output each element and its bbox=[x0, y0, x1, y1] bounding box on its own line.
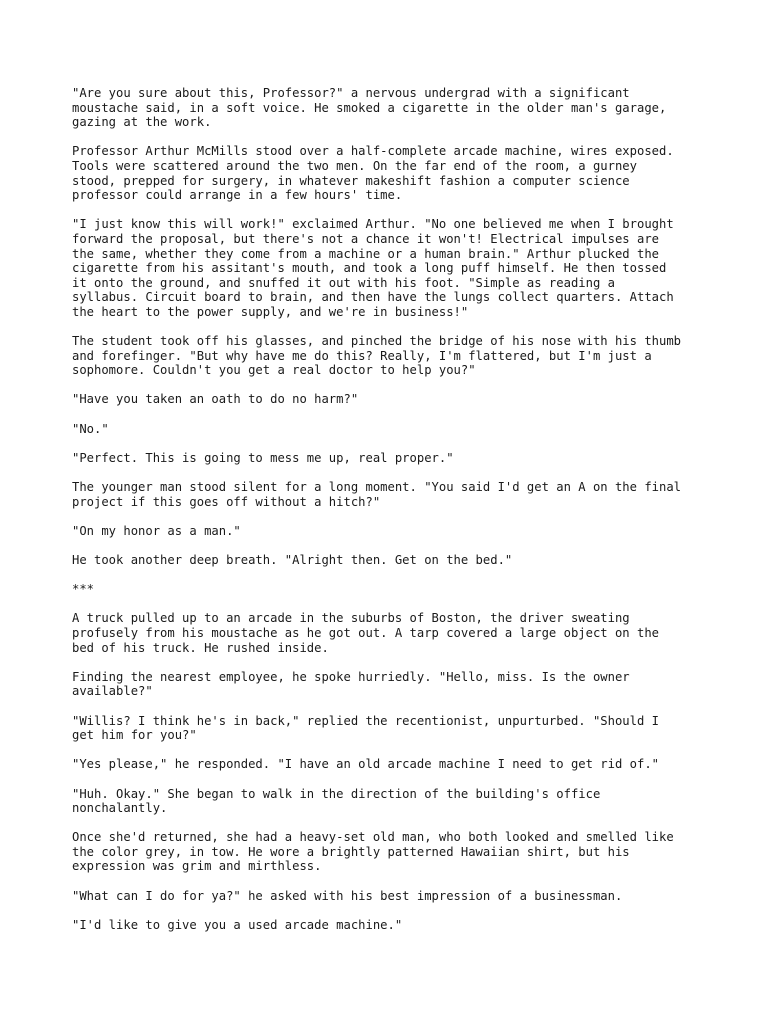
paragraph-18: "What can I do for ya?" he asked with his best impression of a businessman. bbox=[72, 888, 623, 903]
paragraph-15: "Yes please," he responded. "I have an old arcade machine I need to get rid of." bbox=[72, 757, 659, 772]
paragraph-4: The student took off his glasses, and pinched the bridge of his nose with his thumb and forefinger. "But why have me do this? Really, I'm flattered, but I'm just a sophomore. Couldn't you get a real doctor to help you?" bbox=[72, 334, 682, 378]
paragraph-6: "No." bbox=[72, 421, 109, 436]
paragraph-5: "Have you taken an oath to do no harm?" bbox=[72, 392, 359, 407]
paragraph-13: Finding the nearest employee, he spoke hurriedly. "Hello, miss. Is the owner available?" bbox=[72, 669, 630, 699]
paragraph-1: "Are you sure about this, Professor?" a nervous undergrad with a significant moustache said, in a soft voice. He smoked a cigarette in the older man's garage, gazing at the work. bbox=[72, 86, 667, 130]
scene-break: *** bbox=[72, 582, 95, 597]
paragraph-19: "I'd like to give you a used arcade machine." bbox=[72, 917, 403, 932]
paragraph-2: Professor Arthur McMills stood over a half-complete arcade machine, wires exposed. Tools were scattered around the two men. On the far end of the room, a gurney stood, prepped for surgery, in whatever makeshift fashion a computer science professor could arrange in a few hours' time. bbox=[72, 144, 674, 203]
paragraph-12: A truck pulled up to an arcade in the suburbs of Boston, the driver sweating profusely from his moustache as he got out. A tarp covered a large object on the bed of his truck. He rushed inside. bbox=[72, 611, 659, 655]
paragraph-7: "Perfect. This is going to mess me up, real proper." bbox=[72, 450, 454, 465]
paragraph-9: "On my honor as a man." bbox=[72, 523, 241, 538]
paragraph-14: "Willis? I think he's in back," replied the recentionist, unpurturbed. "Should I get him for you?" bbox=[72, 713, 659, 743]
paragraph-10: He took another deep breath. "Alright then. Get on the bed." bbox=[72, 553, 513, 567]
paragraph-8: The younger man stood silent for a long moment. "You said I'd get an A on the final project if this goes off without a hitch?" bbox=[72, 480, 682, 509]
paragraph-16: "Huh. Okay." She began to walk in the direction of the building's office nonchalantly. bbox=[72, 786, 601, 816]
paragraph-3: "I just know this will work!" exclaimed Arthur. "No one believed me when I brought forward the proposal, but there's not a chance it won't! Electrical impulses are the same, whether they come from a machine or a human brain." Arthur plucked the cigarette from his assitant's mouth, and took a long puff himself. He then tossed it onto the ground, and snuffed it out with his foot. "Simple as reading a syllabus. Circuit board to brain, and then have the lungs collect quarters. Attach the heart to the power supply, and we're in business!" bbox=[72, 217, 674, 319]
document-page bbox=[72, 86, 712, 947]
paragraph-17: Once she'd returned, she had a heavy-set old man, who both looked and smelled like the color grey, in tow. He wore a brightly patterned Hawaiian shirt, but his expression was grim and mirthless. bbox=[72, 830, 674, 874]
